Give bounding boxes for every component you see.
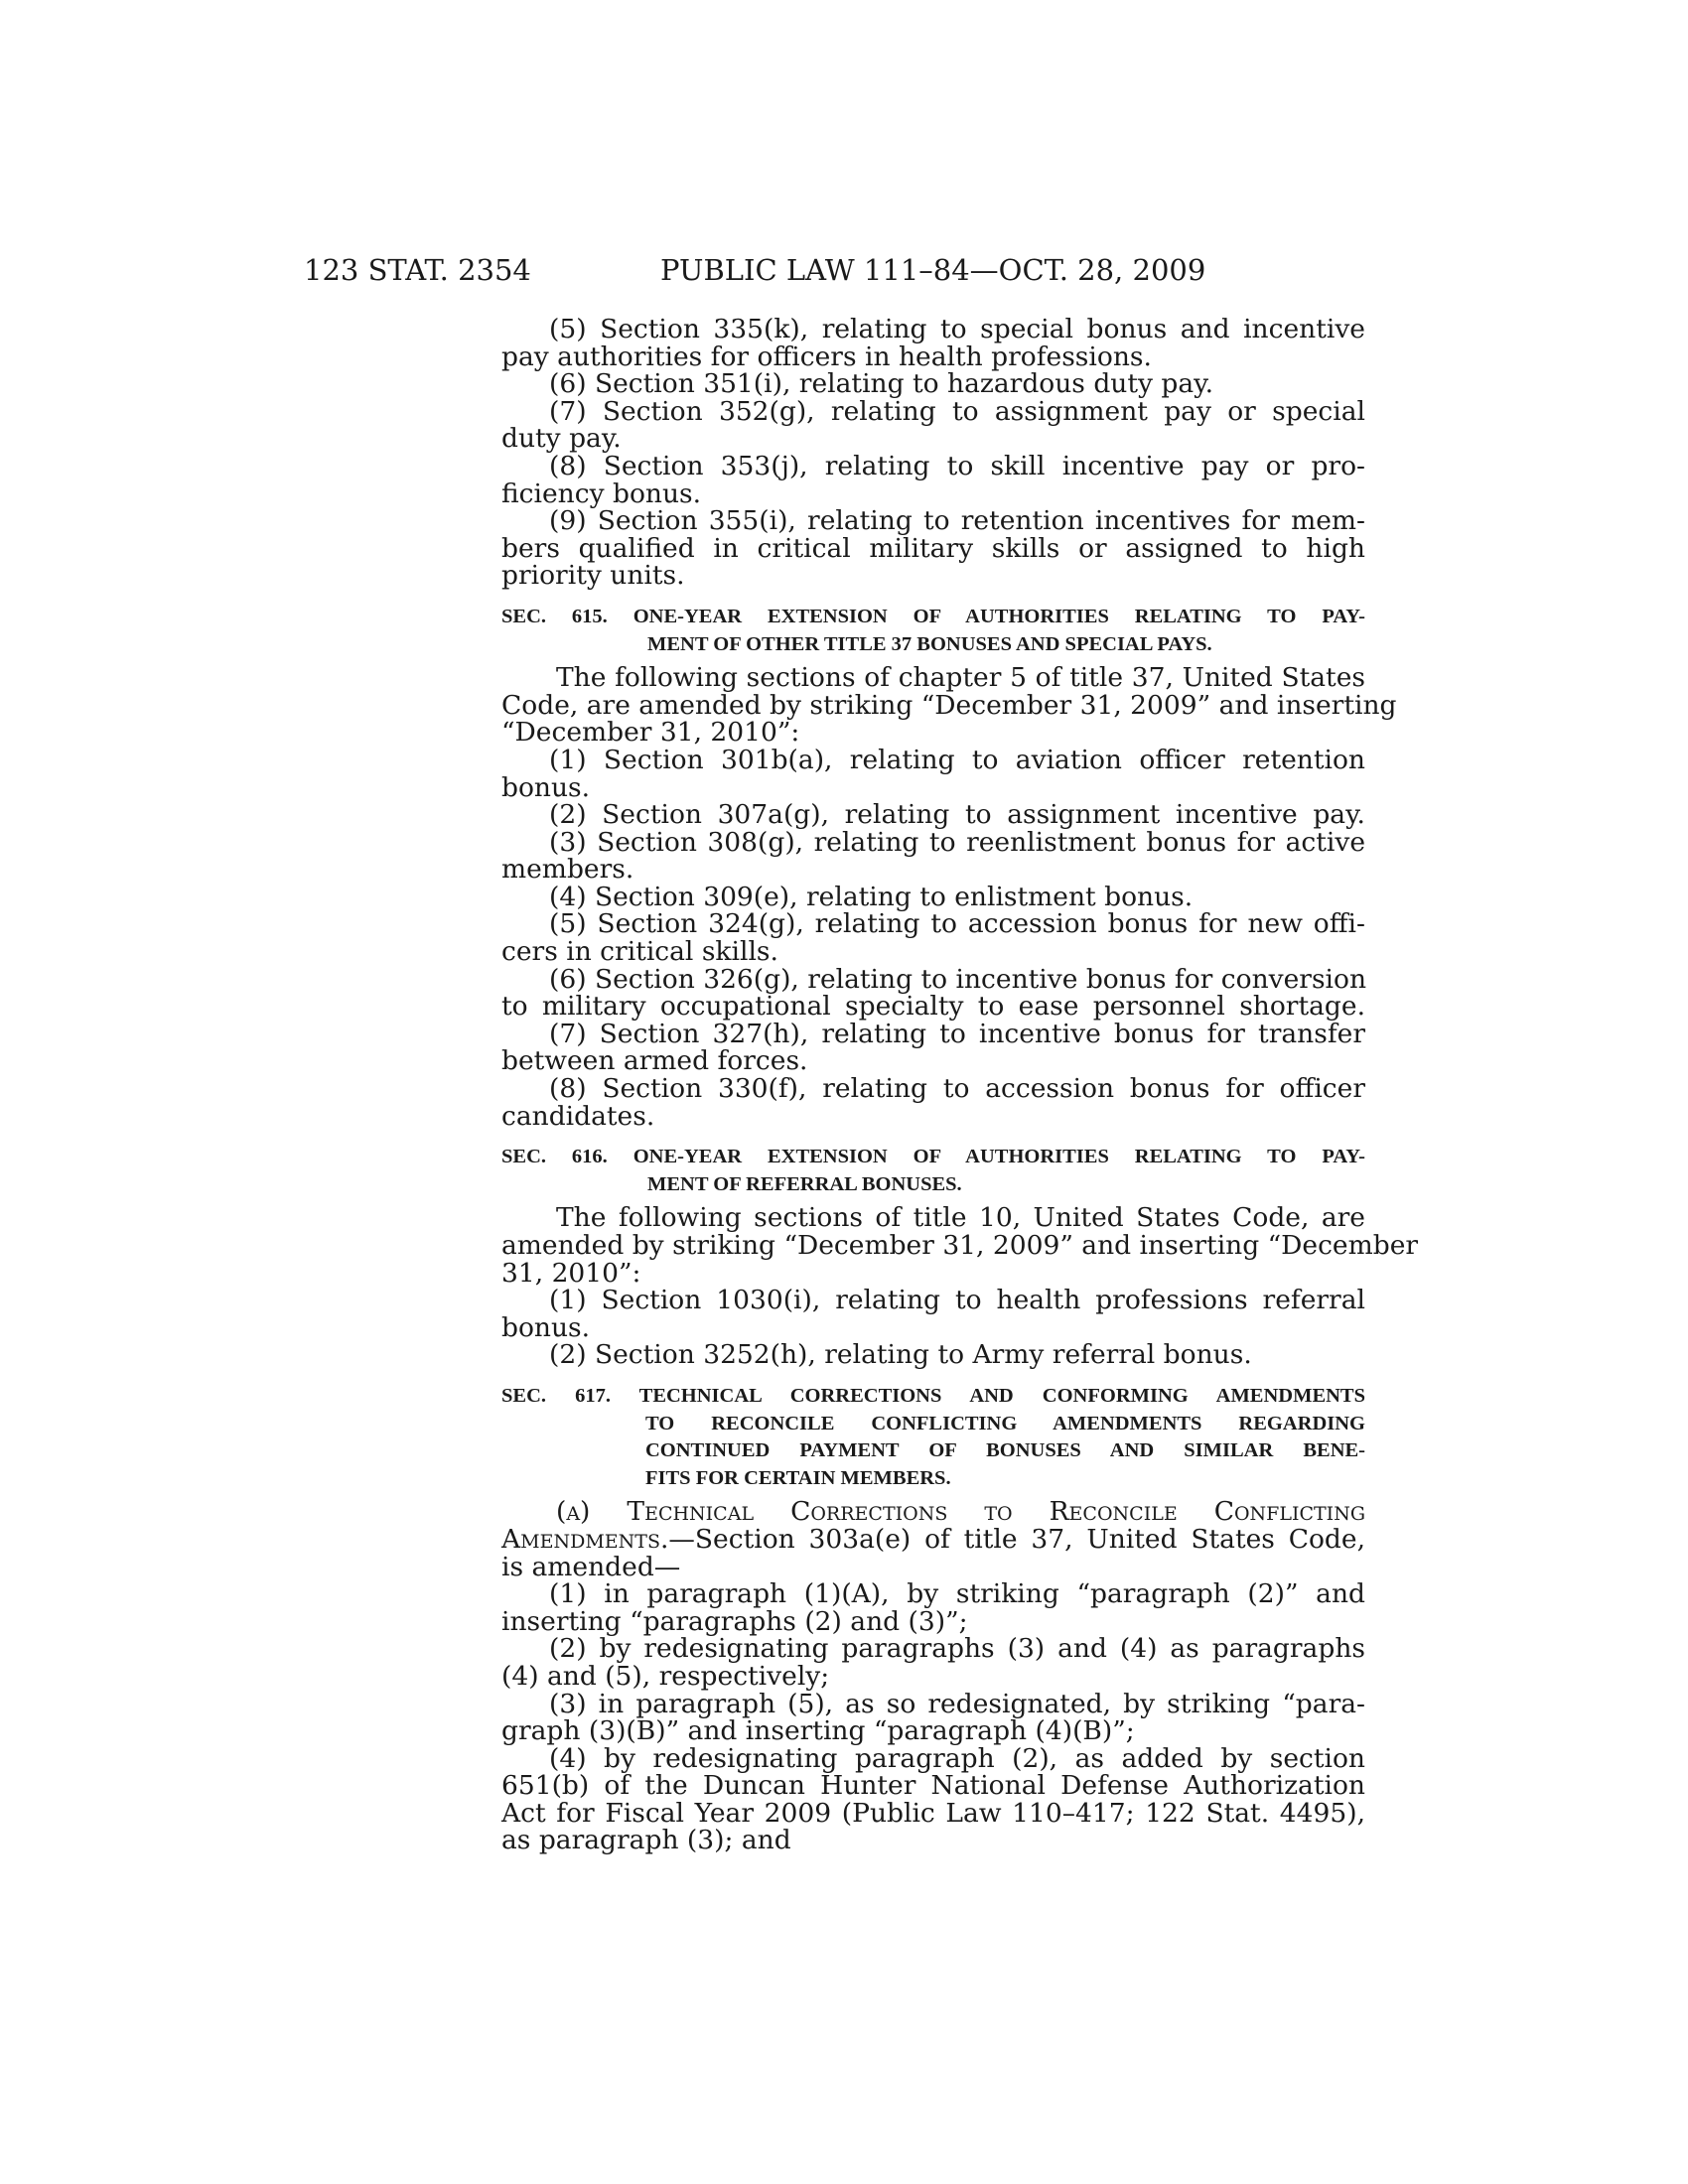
body-line: bonus.	[501, 771, 591, 803]
intro-line: (9) Section 355(i), relating to retention incentives for mem-	[549, 505, 1365, 537]
body-line: 31, 2010”:	[501, 1257, 641, 1289]
section-616-body	[501, 1202, 1419, 1371]
body-line: graph (3)(B)” and inserting “paragraph (4)(B)”;	[501, 1715, 1135, 1747]
intro-line: pay authorities for officers in health professions.	[501, 341, 1152, 372]
section-heading-line: CONTINUED PAYMENT OF BONUSES AND SIMILAR BENE-	[645, 1439, 1365, 1462]
body-line: (1) in paragraph (1)(A), by striking “paragraph (2)” and	[549, 1578, 1365, 1610]
section-615-heading	[501, 604, 1365, 658]
body-line: candidates.	[501, 1100, 655, 1132]
body-line: (7) Section 327(h), relating to incentive bonus for transfer	[549, 1018, 1365, 1049]
section-616-heading	[501, 1144, 1365, 1198]
body-line: (4) by redesignating paragraph (2), as added by section	[549, 1742, 1365, 1774]
body-line: (3) Section 308(g), relating to reenlistment bonus for active	[549, 826, 1365, 858]
body-line: to military occupational specialty to ease personnel shortage.	[501, 991, 1365, 1023]
body-line: cers in critical skills.	[501, 936, 778, 968]
intro-list	[501, 316, 1365, 590]
section-617-body	[501, 1498, 1365, 1854]
intro-line: duty pay.	[501, 423, 622, 455]
body-line: (3) in paragraph (5), as so redesignated, by striking “para-	[549, 1688, 1365, 1719]
body-line: bonus.	[501, 1311, 591, 1343]
body-line: (4) Section 309(e), relating to enlistment bonus.	[549, 881, 1194, 912]
body-line: “December 31, 2010”:	[501, 717, 800, 749]
intro-line: (7) Section 352(g), relating to assignment pay or special	[549, 395, 1365, 427]
body-line: inserting “paragraphs (2) and (3)”;	[501, 1605, 968, 1637]
body-line: (2) Section 307a(g), relating to assignment incentive pay.	[549, 799, 1365, 831]
body-line: 651(b) of the Duncan Hunter National Defense Authorization	[501, 1770, 1365, 1802]
running-head: PUBLIC LAW 111–84—OCT. 28, 2009	[660, 253, 1206, 287]
body-line: (1) Section 1030(i), relating to health professions referral	[549, 1285, 1365, 1316]
section-heading-line: MENT OF REFERRAL BONUSES.	[647, 1172, 962, 1195]
section-heading-line: FITS FOR CERTAIN MEMBERS.	[645, 1466, 951, 1489]
intro-line: (5) Section 335(k), relating to special bonus and incentive	[549, 314, 1365, 344]
body-line: (8) Section 330(f), relating to accession bonus for officer	[549, 1073, 1365, 1105]
body-line: Act for Fiscal Year 2009 (Public Law 110–417; 122 Stat. 4495),	[501, 1797, 1365, 1829]
intro-line: ficiency bonus.	[501, 478, 702, 509]
body-line: Code, are amended by striking “December 31, 2009” and inserting	[501, 689, 1397, 721]
document-body	[501, 314, 1419, 1856]
section-heading-line: TO RECONCILE CONFLICTING AMENDMENTS REGARDING	[645, 1412, 1365, 1434]
statute-citation: 123 STAT. 2354	[304, 253, 531, 287]
section-615-body	[501, 662, 1397, 1132]
body-line: (4) and (5), respectively;	[501, 1660, 830, 1692]
body-line: amended by striking “December 31, 2009” and inserting “December	[501, 1230, 1419, 1261]
subsection-a-lead	[501, 1523, 1365, 1555]
body-line: (1) Section 301b(a), relating to aviation officer retention	[549, 744, 1365, 775]
intro-line: (6) Section 351(i), relating to hazardous duty pay.	[549, 368, 1214, 400]
intro-line: (8) Section 353(j), relating to skill incentive pay or pro-	[549, 450, 1365, 481]
body-line: (5) Section 324(g), relating to accession bonus for new offi-	[549, 908, 1365, 940]
subsection-a-heading-end: Amendments.	[501, 1523, 669, 1555]
intro-line: priority units.	[501, 560, 685, 592]
body-line: (2) Section 3252(h), relating to Army referral bonus.	[549, 1339, 1252, 1371]
section-617-heading	[501, 1383, 1365, 1492]
body-line: between armed forces.	[501, 1045, 808, 1077]
section-heading-line: SEC. 615. ONE-YEAR EXTENSION OF AUTHORITIES RELATING TO PAY-	[501, 605, 1365, 627]
subsection-a-heading: (a) Technical Corrections to Reconcile Conflicting	[556, 1496, 1365, 1528]
body-line: The following sections of chapter 5 of title 37, United States	[556, 662, 1365, 694]
section-heading-line: SEC. 617. TECHNICAL CORRECTIONS AND CONFORMING AMENDMENTS	[501, 1384, 1365, 1407]
section-heading-line: SEC. 616. ONE-YEAR EXTENSION OF AUTHORITIES RELATING TO PAY-	[501, 1146, 1365, 1168]
body-line: is amended—	[501, 1551, 681, 1582]
body-line: The following sections of title 10, United States Code, are	[556, 1202, 1365, 1234]
body-line: (2) by redesignating paragraphs (3) and (4) as paragraphs	[549, 1633, 1365, 1665]
body-line: as paragraph (3); and	[501, 1825, 791, 1856]
body-line: members.	[501, 854, 634, 886]
section-heading-line: MENT OF OTHER TITLE 37 BONUSES AND SPECIAL PAYS.	[647, 632, 1212, 655]
subsection-a-text: —Section 303a(e) of title 37, United States Code,	[668, 1523, 1365, 1555]
body-line: (6) Section 326(g), relating to incentive bonus for conversion	[549, 963, 1367, 995]
intro-line: bers qualified in critical military skills or assigned to high	[501, 532, 1365, 564]
